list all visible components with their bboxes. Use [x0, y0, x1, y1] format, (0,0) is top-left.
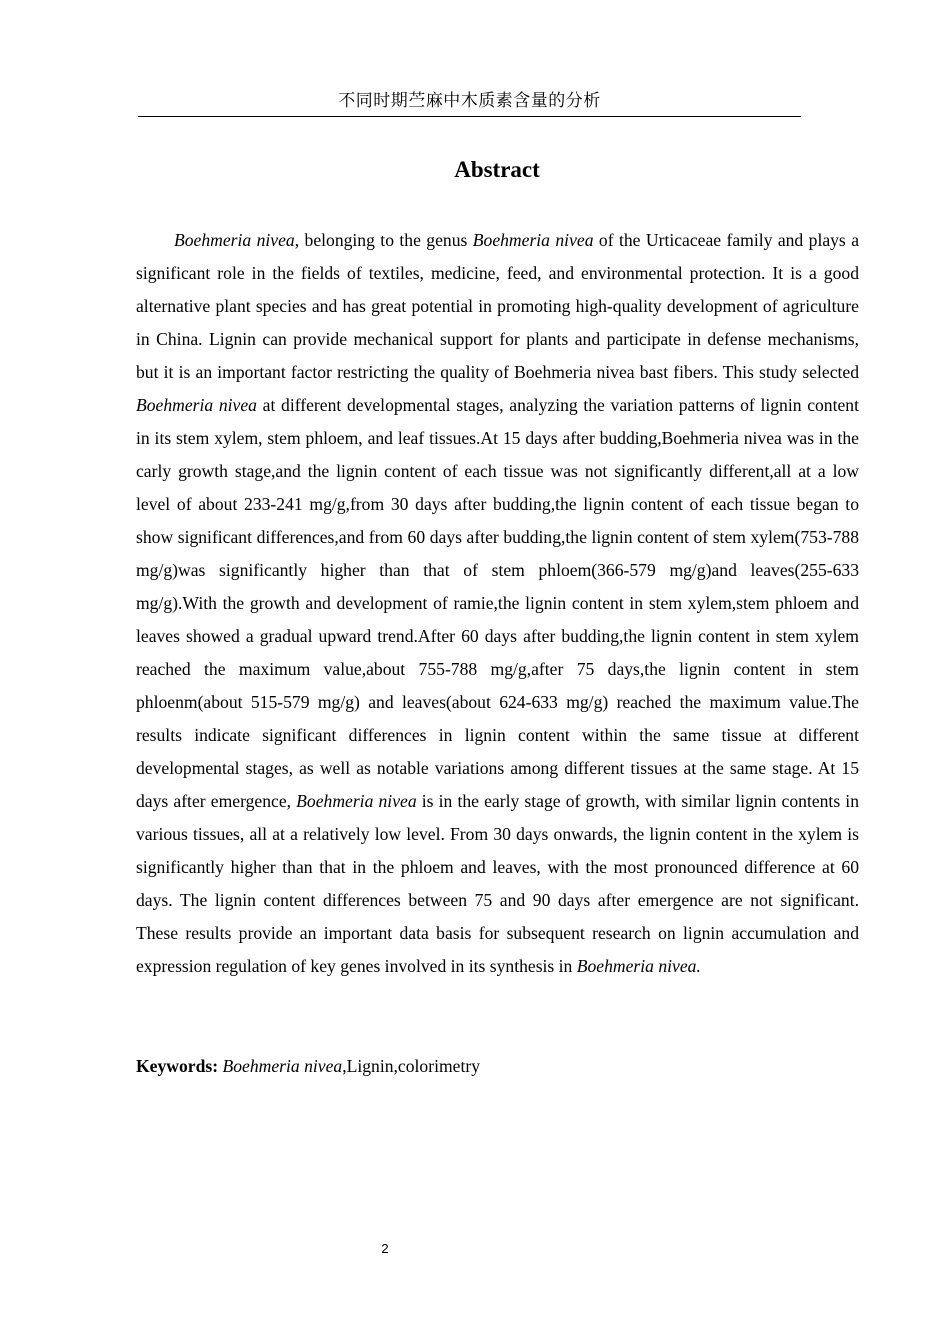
- header-rule: [138, 116, 801, 117]
- abstract-segment-italic: Boehmeria nivea: [472, 230, 594, 250]
- abstract-segment: of the Urticaceae family and plays a significant role in the fields of textiles, medicine, feed, and environmental protection. It is a good alternative plant species and has great potential in promoting high-quality development of agriculture in China. Lignin can provide mechanical support for plants and participate in defense mechanisms, but it is an important factor restricting the quality of Boehmeria nivea bast fibers. This study selected: [136, 230, 860, 382]
- keywords-rest: ,Lignin,colorimetry: [342, 1056, 480, 1076]
- running-header: 不同时期苎麻中木质素含量的分析: [338, 91, 601, 111]
- abstract-title: Abstract: [454, 157, 540, 182]
- page-number: 2: [381, 1241, 389, 1256]
- abstract-segment-italic: Boehmeria nivea: [296, 791, 417, 811]
- abstract-segment-italic: Boehmeria nivea: [136, 395, 257, 415]
- abstract-segment: is in the early stage of growth, with similar lignin contents in various tissues, all at a relatively low level. From 30 days onwards, the lignin content in the xylem is significantly higher than that in the phloem and leaves, with the most pronounced difference at 60 days. The lignin content differences between 75 and 90 days after emergence are not significant. These results provide an important data basis for subsequent research on lignin accumulation and expression regulation of key genes involved in its synthesis in: [136, 791, 859, 976]
- abstract-segment: at different developmental stages, analyzing the variation patterns of lignin content in its stem xylem, stem phloem, and leaf tissues.At 15 days after budding,Boehmeria nivea was in the carly growth stage,and the lignin content of each tissue was not significantly different,all at a low level of about 233-241 mg/g,from 30 days after budding,the lignin content of each tissue began to show significant differences,and from 60 days after budding,the lignin content of stem xylem(753-788 mg/g)was significantly higher than that of stem phloem(366-579 mg/g)and leaves(255-633 mg/g).With the growth and development of ramie,the lignin content in stem xylem,stem phloem and leaves showed a gradual upward trend.After 60 days after budding,the lignin content in stem xylem reached the maximum value,about 755-788 mg/g,after 75 days,the lignin content in stem phloenm(about 515-579 mg/g) and leaves(about 624-633 mg/g) reached the maximum value.The results indicate significant differences in lignin content within the same tissue at different developmental stages, as well as notable variations among different tissues at the same stage. At 15 days after emergence,: [136, 395, 859, 811]
- keywords-label: Keywords:: [136, 1056, 219, 1076]
- abstract-segment-italic: Boehmeria nivea.: [576, 956, 701, 976]
- abstract-body: [136, 224, 859, 983]
- keyword-italic-term: Boehmeria nivea: [222, 1056, 343, 1076]
- keywords-line: [136, 1050, 859, 1083]
- abstract-segment: , belonging to the genus: [294, 230, 473, 250]
- abstract-segment-italic: Boehmeria nivea: [174, 230, 295, 250]
